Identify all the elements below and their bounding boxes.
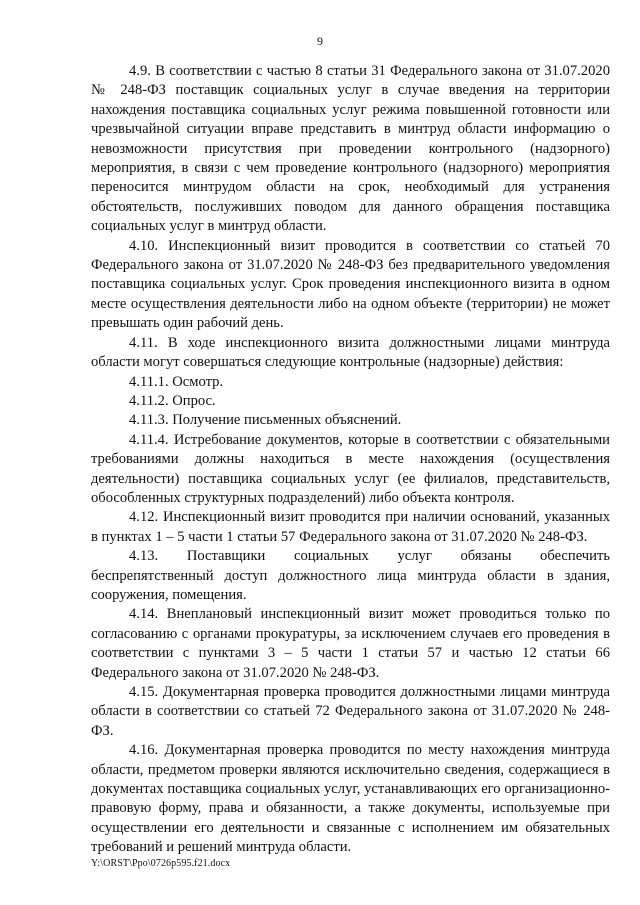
- page-number: 9: [317, 34, 323, 48]
- paragraph-4-14: 4.14. Внеплановый инспекционный визит может проводиться только по согласованию с органами прокуратуры, за исключением случаев его проведения в соответствии с пунктами 3 – 5 части 1 статьи 57 и частью 12 статьи 66 Федерального закона от 31.07.2020 № 248-ФЗ.: [91, 606, 610, 681]
- paragraph-4-16: 4.16. Документарная проверка проводится по месту нахождения минтруда области, предметом проверки являются исключительно сведения, содержащиеся в документах поставщика социальных услуг, устанавливающих его организационно-правовую форму, права и обязанности, а также документы, используемые при осуществлении его деятельности и связанные с исполнением им обязательных требований и решений минтруда области.: [91, 742, 610, 856]
- paragraph-4-11-2: 4.11.2. Опрос.: [129, 392, 216, 409]
- paragraph-4-13: 4.13. Поставщики социальных услуг обязаны обеспечить беспрепятственный доступ должностного лица минтруда области в здания, сооружения, помещения.: [91, 548, 610, 603]
- paragraph-4-12: 4.12. Инспекционный визит проводится при наличии оснований, указанных в пунктах 1 – 5 части 1 статьи 57 Федерального закона от 31.07.2020 № 248-ФЗ.: [91, 509, 610, 545]
- paragraph-4-15: 4.15. Документарная проверка проводится должностными лицами минтруда области в соответствии со статьей 72 Федерального закона от 31.07.2020 № 248-ФЗ.: [91, 684, 610, 739]
- paragraph-4-11: 4.11. В ходе инспекционного визита должностными лицами минтруда области могут совершаться следующие контрольные (надзорные) действия:: [91, 334, 610, 371]
- document-body: [91, 62, 610, 858]
- footer-file-path: Y:\ORST\Ppo\0726p595.f21.docx: [91, 858, 231, 869]
- paragraph-4-11-3: 4.11.3. Получение письменных объяснений.: [129, 412, 402, 429]
- paragraph-4-10: 4.10. Инспекционный визит проводится в соответствии со статьей 70 Федерального закона от 31.07.2020 № 248-ФЗ без предварительного уведомления поставщика социальных услуг. Срок проведения инспекционного визита в одном месте осуществления деятельности либо на одном объекте (территории) не может превышать один рабочий день.: [91, 237, 610, 332]
- paragraph-4-9: 4.9. В соответствии с частью 8 статьи 31 Федерального закона от 31.07.2020 № 248-ФЗ поставщик социальных услуг в случае введения на территории нахождения поставщика социальных услуг режима повышенной готовности или чрезвычайной ситуации вправе представить в минтруд области информацию о невозможности присутствия при проведении контрольного (надзорного) мероприятия, в связи с чем проведение контрольного (надзорного) мероприятия переносится минтрудом области на срок, необходимый для устранения обстоятельств, послуживших поводом для данного обращения поставщика социальных услуг в минтруд области.: [91, 63, 610, 235]
- paragraph-4-11-1: 4.11.1. Осмотр.: [129, 373, 224, 390]
- paragraph-4-11-4: 4.11.4. Истребование документов, которые в соответствии с обязательными требованиями должны находиться в месте нахождения (осуществления деятельности) поставщика социальных услуг (ее филиалов, представительств, обособленных структурных подразделений) либо объекта контроля.: [91, 431, 610, 506]
